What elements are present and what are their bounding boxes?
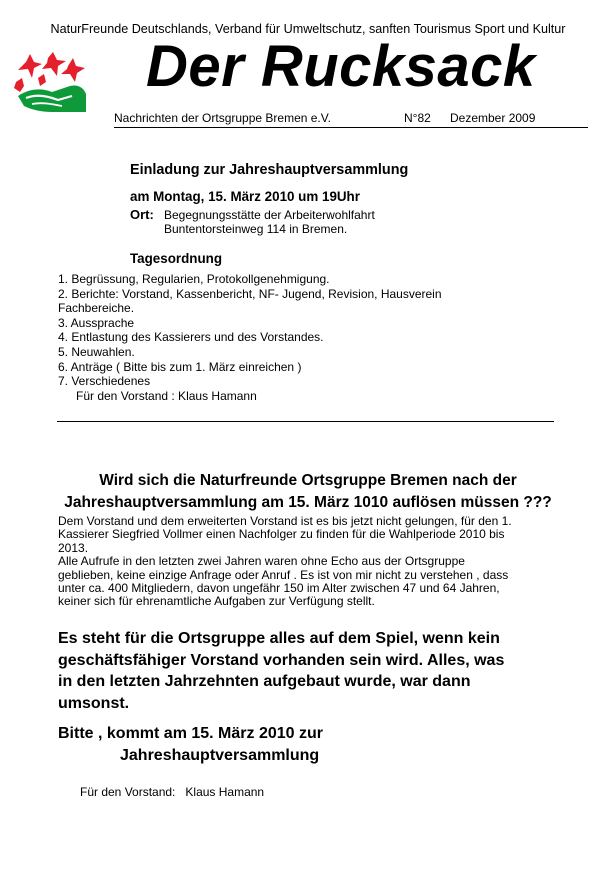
appeal-line: Jahreshauptversammlung — [120, 746, 320, 764]
newsletter-subtitle: Nachrichten der Ortsgruppe Bremen e.V. — [114, 111, 332, 125]
agenda-heading: Tagesordnung — [130, 251, 222, 266]
organization-tagline: NaturFreunde Deutschlands, Verband für Umweltschutz, sanften Tourismus Sport und Kultur — [50, 22, 566, 36]
article-body — [58, 515, 512, 609]
article-title-line: Wird sich die Naturfreunde Ortsgruppe Bremen nach der — [99, 472, 517, 489]
agenda-item: 1. Begrüssung, Regularien, Protokollgenehmigung. — [58, 272, 330, 286]
agenda-item: Fachbereiche. — [58, 301, 135, 316]
appeal-paragraph — [58, 723, 323, 766]
article-body-line: keiner sich für ehrenamtliche Aufgaben zur Verfügung stellt. — [58, 594, 375, 609]
agenda-item: 5. Neuwahlen. — [58, 344, 135, 359]
article-body-line: Dem Vorstand und dem erweiterten Vorstand ist es bis jetzt nicht gelungen, für den 1. — [58, 514, 512, 528]
issue-date: Dezember 2009 — [450, 111, 536, 125]
warning-line: geschäftsfähiger Vorstand vorhanden sein wird. Alles, was — [58, 651, 505, 669]
warning-line: Es steht für die Ortsgruppe alles auf dem Spiel, wenn kein — [58, 630, 500, 647]
agenda-signature: Für den Vorstand : Klaus Hamann — [76, 388, 257, 403]
appeal-line: Bitte , kommt am 15. März 2010 zur — [58, 725, 323, 742]
article-body-line: geblieben, keine einzige Anfrage oder Anruf . Es ist von mir nicht zu verstehen , dass — [58, 567, 509, 582]
naturfreunde-logo — [12, 52, 88, 116]
agenda-item: 4. Entlastung des Kassierers und des Vorstandes. — [58, 330, 324, 345]
agenda-item: 3. Aussprache — [58, 315, 135, 330]
section-divider — [57, 421, 554, 422]
warning-line: in den letzten Jahrzehnten aufgebaut wurde, war dann — [58, 673, 471, 690]
issue-number: N°82 — [404, 111, 431, 125]
agenda-list — [58, 272, 442, 403]
meeting-datetime: am Montag, 15. März 2010 um 19Uhr — [130, 189, 360, 204]
header-rule — [114, 127, 588, 128]
warning-paragraph — [58, 628, 504, 714]
place-line: Begegnungsstätte der Arbeiterwohlfahrt — [164, 208, 375, 222]
invitation-heading: Einladung zur Jahreshauptversammlung — [130, 162, 409, 178]
article-body-line: unter ca. 400 Mitgliedern, davon ungefähr 150 im Alter zwischen 47 und 64 Jahren, — [58, 581, 500, 596]
article-body-line: Alle Aufrufe in den letzten zwei Jahren waren ohne Echo aus der Ortsgruppe — [58, 554, 465, 569]
place-label: Ort: — [130, 207, 154, 222]
place-line: Buntentorsteinweg 114 in Bremen. — [164, 222, 348, 236]
article-title-line: Jahreshauptversammlung am 15. März 1010 auflösen müssen ??? — [64, 494, 552, 511]
article-body-line: Kassierer Siegfried Vollmer einen Nachfolger zu finden für die Wahlperiode 2010 bis — [58, 527, 505, 542]
warning-line: umsonst. — [58, 694, 130, 712]
agenda-item: 7. Verschiedenes — [58, 374, 151, 389]
newsletter-title: Der Rucksack — [146, 34, 536, 99]
article-signature: Für den Vorstand: Klaus Hamann — [80, 785, 265, 799]
agenda-item: 2. Berichte: Vorstand, Kassenbericht, NF- Jugend, Revision, Hausverein — [58, 286, 442, 301]
article-body-line: 2013. — [58, 540, 89, 555]
agenda-item: 6. Anträge ( Bitte bis zum 1. März einreichen ) — [58, 359, 302, 374]
